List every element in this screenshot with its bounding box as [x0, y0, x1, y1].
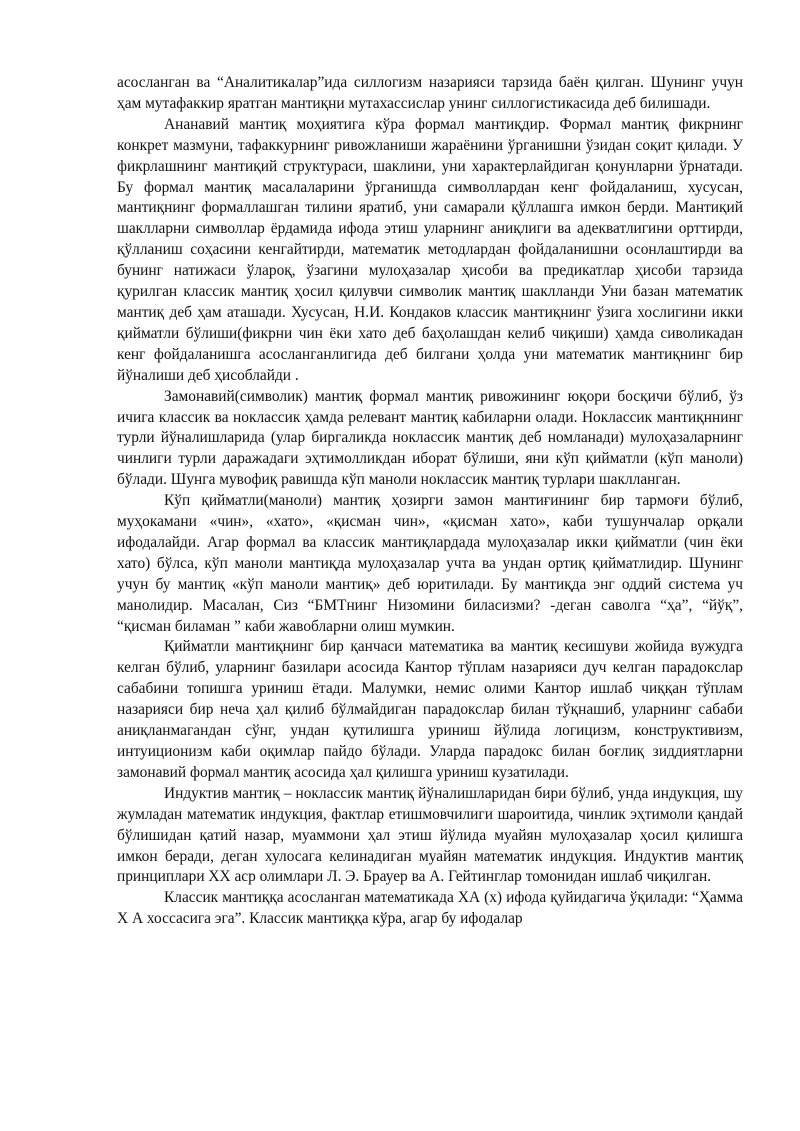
- paragraph-1: асосланган ва “Аналитикалар”ида силлогизм назарияси тарзида баён қилган. Шунинг учун ҳам мутафаккир яратган мантиқни мутахассислар унинг силлогистикасида деб билишади.: [117, 74, 743, 112]
- paragraph-3: Замонавий(символик) мантиқ формал мантиқ ривожининг юқори босқичи бўлиб, ўз ичига классик ва ноклассик ҳамда релевант мантиқ кабиларни олади. Ноклассик мантиқннинг турли йўналишларида (улар биргаликда ноклассик мантиқ деб номланади) мулоҳазаларнинг чинлиги турли даражадаги эҳтимолликдан иборат бўлиши, яни кўп қийматли (кўп маноли) бўлади. Шунга мувофиқ равишда кўп маноли ноклассик мантиқ турлари шаклланган.: [117, 387, 743, 489]
- paragraph-5: Қийматли мантиқнинг бир қанчаси математика ва мантиқ кесишуви жойида вужудга келган бўлиб, уларнинг базилари асосида Кантор тўплам назарияси дуч келган парадокслар сабабини топишга уриниш ётади. Малумки, немис олими Кантор ишлаб чиққан тўплам назарияси бир неча ҳал қилиб бўлмайдиган парадокслар билан тўқнашиб, уларнинг сабаби аниқланмагандан сўнг, ундан қутилишга уриниш йўлида логицизм, конструктивизм, интуиционизм каби оқимлар пайдо бўлади. Уларда парадокс билан боғлиқ зиддиятларни замонавий формал мантиқ асосида ҳал қилишга уриниш кузатилади.: [117, 638, 743, 781]
- paragraph-7: Классик мантиққа асосланган математикада ХА (х) ифода қуйидагича ўқилади: “Ҳамма Х А хоссасига эга”. Классик мантиққа кўра, агар бу ифодалар: [117, 889, 743, 928]
- paragraph-4: Кўп қийматли(маноли) мантиқ ҳозирги замон мантиғининг бир тармоғи бўлиб, муҳокамани «чин», «хато», «қисман чин», «қисман хато», каби тушунчалар орқали ифодалайди. Агар формал ва классик мантиқлардада мулоҳазалар икки қийматли (чин ёки хато) бўлса, кўп маноли мантиқда мулоҳазалар учта ва ундан ортиқ қийматлидир. Шунинг учун бу мантиқ «кўп маноли мантиқ» деб юритилади. Бу мантиқда энг оддий система уч манолидир. Масалан, Сиз “БМТнинг Низомини биласизми? -деган саволга “ҳа”, “йўқ”, “қисман биламан ” каби жавобларни олиш мумкин.: [117, 492, 743, 635]
- document-page: [117, 73, 743, 930]
- paragraph-6: Индуктив мантиқ – ноклассик мантиқ йўналишларидан бири бўлиб, унда индукция, шу жумладан математик индукция, фактлар етишмовчилиги шароитида, чинлик эҳтимоли қандай бўлишидан қатий назар, муаммони ҳал этиш йўлида муайян мулоҳазалар ҳосил қилишга имкон беради, деган хулосага келинадиган муайян математик индукция. Индуктив мантиқ принциплари ХХ аср олимлари Л. Э. Брауер ва А. Гейтинглар томонидан ишлаб чиқилган.: [117, 784, 743, 886]
- paragraph-2: Ананавий мантиқ моҳиятига кўра формал мантиқдир. Формал мантиқ фикрнинг конкрет мазмуни, тафаккурнинг ривожланиши жараёнини ўрганишни ўзидан соқит қилади. У фикрлашнинг мантиқий структураси, шаклини, уни характерлайдиган қонунларни ўрнатади. Бу формал мантиқ масалаларини ўрганишда символлардан кенг фойдаланиш, хусусан, мантиқнинг формаллашган тилини яратиб, уни самарали қўллашга имкон берди. Мантиқий шаклларни символлар ёрдамида ифода этиш уларнинг аниқлиги ва адекватлигини орттирди, қўлланиш соҳасини кенгайтирди, математик методлардан фойдаланишни осонлаштирди ва бунинг натижаси ўлароқ, ўзагини мулоҳазалар ҳисоби ва предикатлар ҳисоби тарзида қурилган классик мантиқ ҳосил қилувчи символик мантиқ шаклланди Уни базан математик мантиқ деб ҳам аташади. Хусусан, Н.И. Кондаков классик мантиқнинг ўзига хослигини икки қийматли бўлиши(фикрни чин ёки хато деб баҳолашдан келиб чиқиши) ҳамда сиволикадан кенг фойдаланишга асосланганлигида деб билгани ҳолда уни математик мантиқнинг бир йўналиши деб ҳисоблайди .: [117, 115, 743, 384]
